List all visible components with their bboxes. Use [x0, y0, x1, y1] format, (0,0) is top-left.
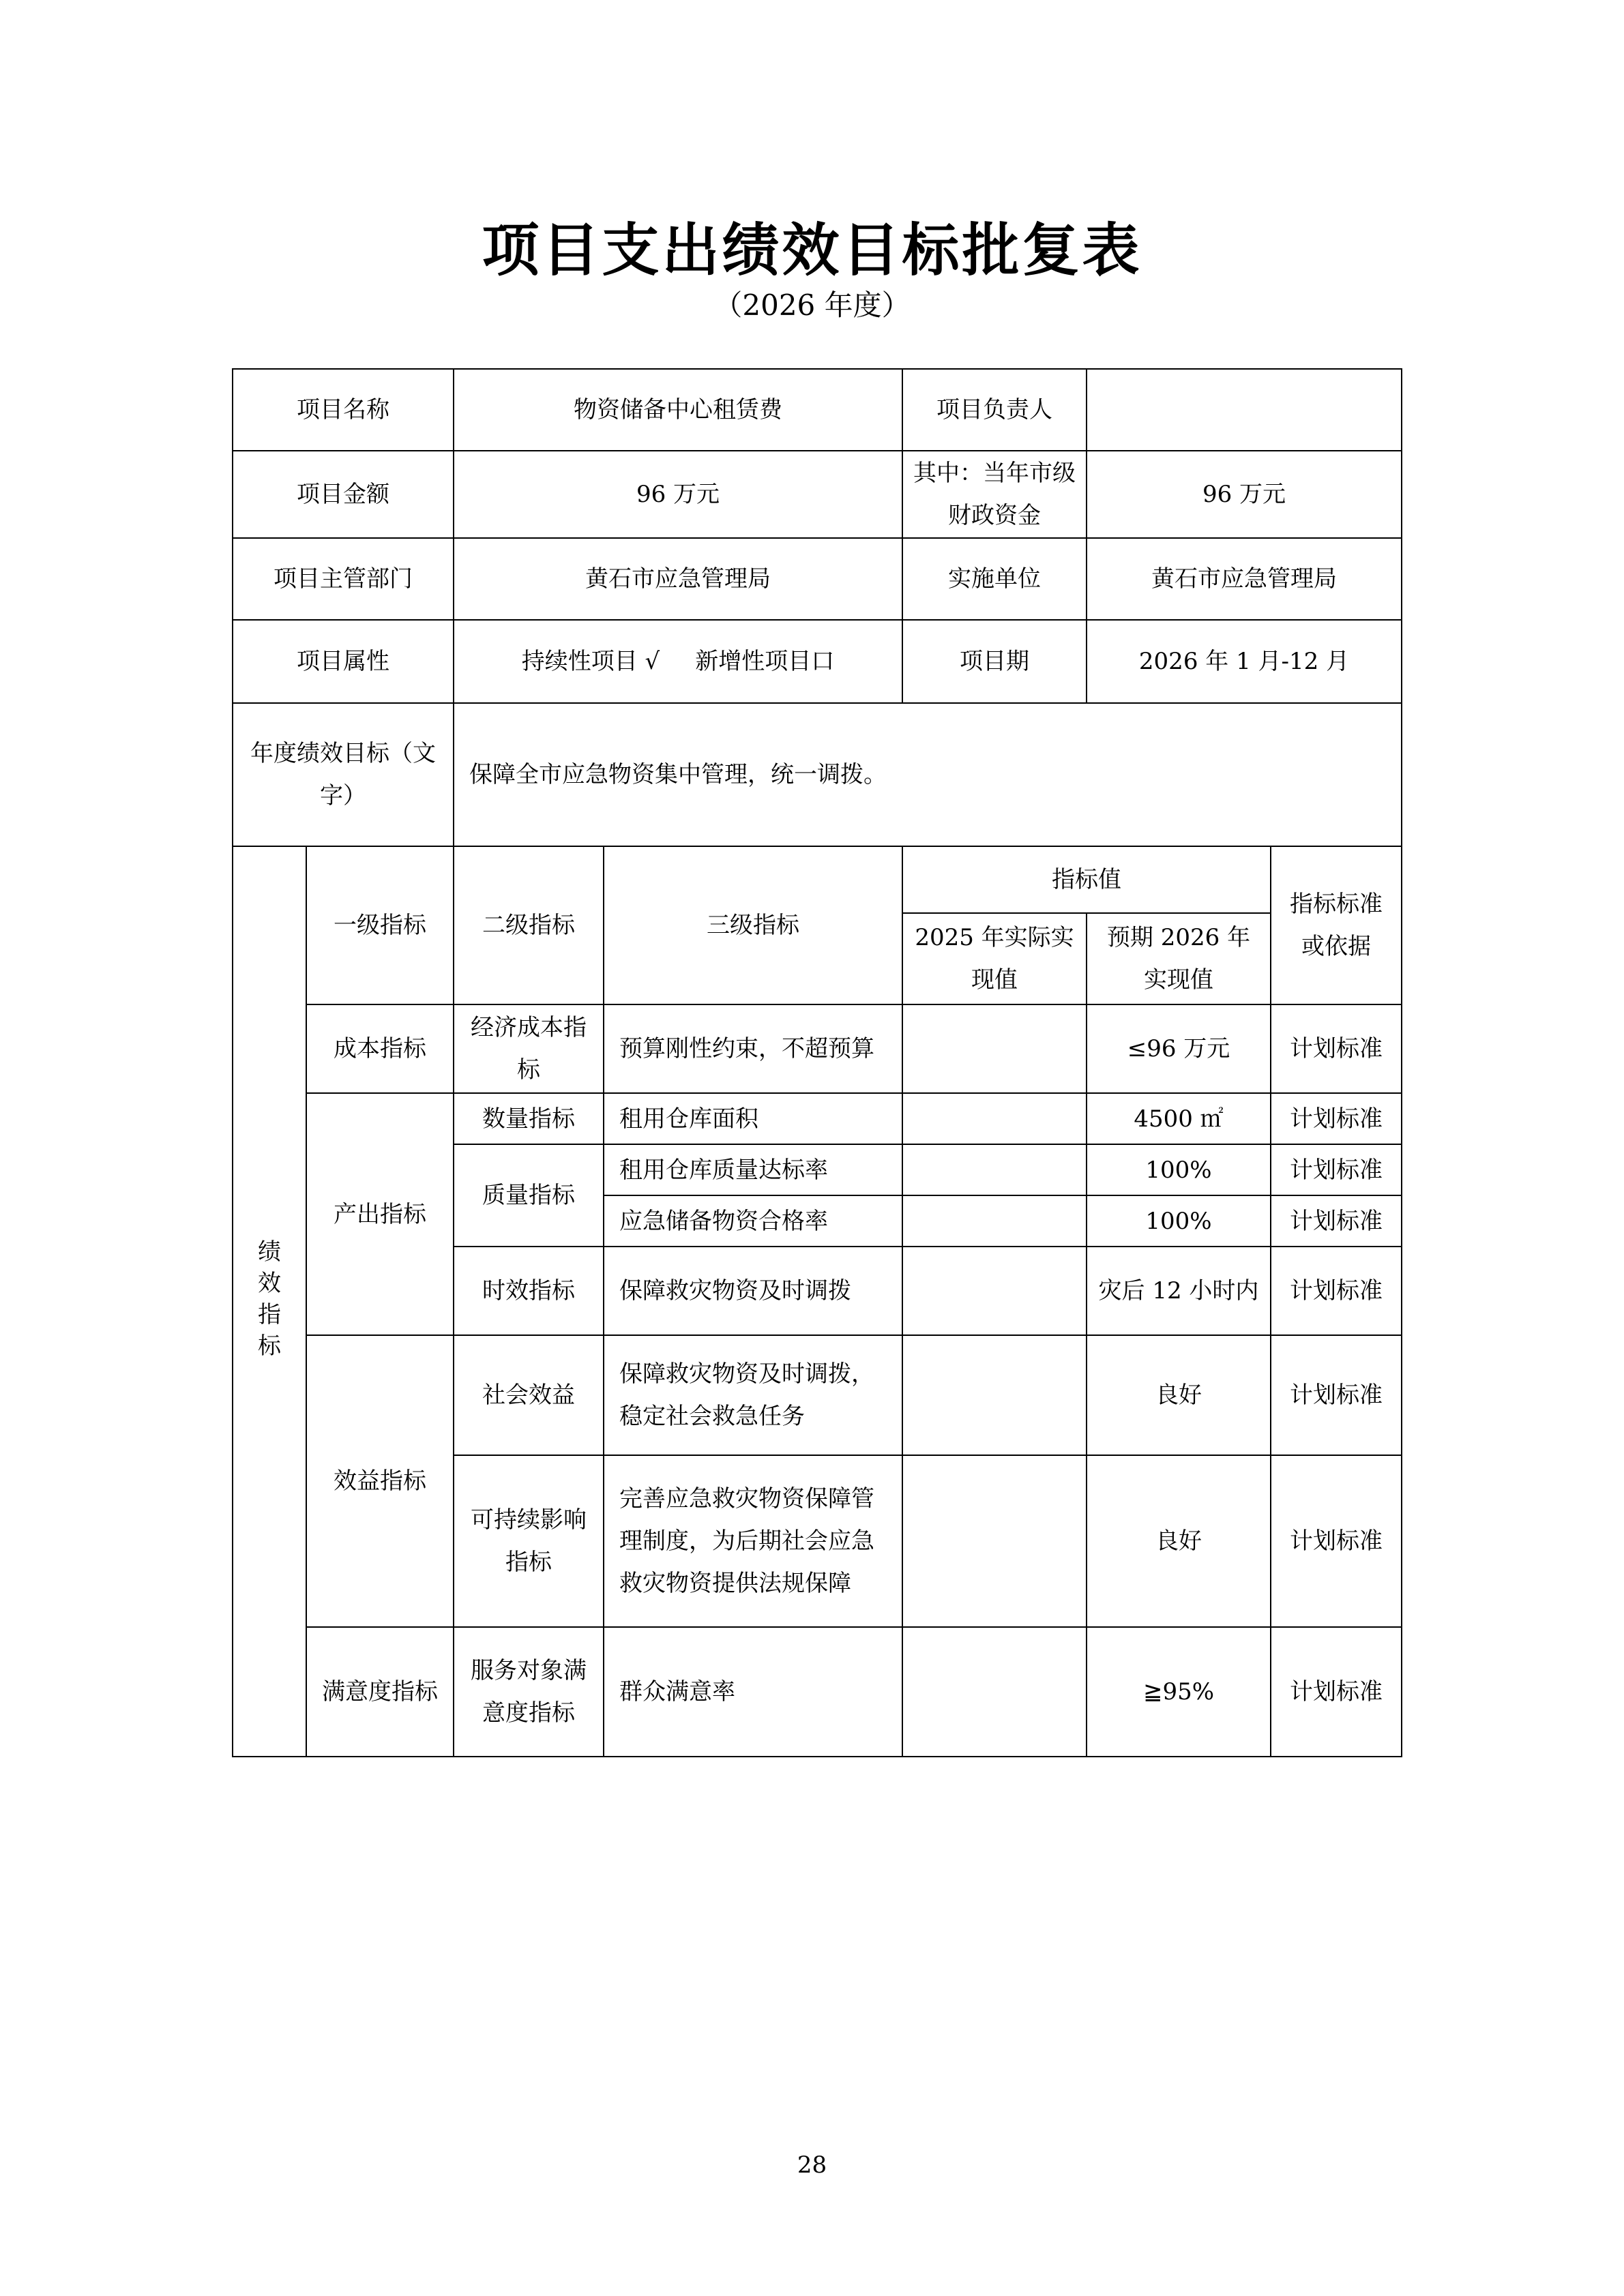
row-standard: 计划标准	[1271, 1627, 1402, 1757]
row-level3: 群众满意率	[604, 1627, 902, 1757]
dept-value: 黄石市应急管理局	[454, 538, 902, 620]
row-actual	[902, 1093, 1087, 1144]
row-standard: 计划标准	[1271, 1195, 1402, 1247]
table-row	[233, 1093, 1402, 1144]
group-cost: 成本指标	[306, 1004, 454, 1093]
row-level3: 完善应急救灾物资保障管理制度，为后期社会应急救灾物资提供法规保障	[604, 1455, 902, 1627]
row-level3: 租用仓库面积	[604, 1093, 902, 1144]
name-label: 项目名称	[233, 369, 454, 451]
row-actual	[902, 1195, 1087, 1247]
group-satisfaction: 满意度指标	[306, 1627, 454, 1757]
indicator-section-text: 绩效指标	[258, 1238, 281, 1360]
row-standard: 计划标准	[1271, 1335, 1402, 1455]
row-actual	[902, 1247, 1087, 1335]
attr-option-continuing: 持续性项目 √	[521, 648, 660, 675]
page-number: 28	[797, 2151, 827, 2179]
row-department	[233, 538, 1402, 620]
row-standard: 计划标准	[1271, 1004, 1402, 1093]
header-expected-2026: 预期 2026 年实现值	[1087, 913, 1271, 1004]
page-title: 项目支出绩效目标批复表	[482, 217, 1142, 284]
row-actual	[902, 1144, 1087, 1195]
row-expected: 100%	[1087, 1144, 1271, 1195]
amount-label: 项目金额	[233, 451, 454, 538]
owner-label: 项目负责人	[902, 369, 1087, 451]
row-level3: 租用仓库质量达标率	[604, 1144, 902, 1195]
goal-value: 保障全市应急物资集中管理，统一调拨。	[454, 703, 1402, 846]
impl-label: 实施单位	[902, 538, 1087, 620]
row-attribute	[233, 620, 1402, 703]
row-expected: 100%	[1087, 1195, 1271, 1247]
name-value: 物资储备中心租赁费	[454, 369, 902, 451]
row-standard: 计划标准	[1271, 1455, 1402, 1627]
attr-label: 项目属性	[233, 620, 454, 703]
row-project-name	[233, 369, 1402, 451]
row-standard: 计划标准	[1271, 1247, 1402, 1335]
header-level1: 一级指标	[306, 846, 454, 1004]
indicator-section-label	[233, 846, 306, 1757]
row-level3: 预算刚性约束，不超预算	[604, 1004, 902, 1093]
row-project-amount	[233, 451, 1402, 538]
amount-value: 96 万元	[454, 451, 902, 538]
city-fund-label: 其中：当年市级财政资金	[902, 451, 1087, 538]
header-level2: 二级指标	[454, 846, 604, 1004]
row-level2: 服务对象满意度指标	[454, 1627, 604, 1757]
city-fund-value: 96 万元	[1087, 451, 1402, 538]
row-actual	[902, 1004, 1087, 1093]
row-standard: 计划标准	[1271, 1093, 1402, 1144]
row-actual	[902, 1455, 1087, 1627]
owner-value	[1087, 369, 1402, 451]
row-expected: 4500 ㎡	[1087, 1093, 1271, 1144]
performance-table	[232, 368, 1402, 1757]
row-actual	[902, 1627, 1087, 1757]
row-level2: 时效指标	[454, 1247, 604, 1335]
row-level2: 社会效益	[454, 1335, 604, 1455]
row-expected: 良好	[1087, 1455, 1271, 1627]
indicator-header-row	[233, 846, 1402, 913]
row-expected: 灾后 12 小时内	[1087, 1247, 1271, 1335]
row-expected: ≤96 万元	[1087, 1004, 1271, 1093]
row-standard: 计划标准	[1271, 1144, 1402, 1195]
period-value: 2026 年 1 月-12 月	[1087, 620, 1402, 703]
period-label: 项目期	[902, 620, 1087, 703]
goal-label: 年度绩效目标（文字）	[233, 703, 454, 846]
header-level3: 三级指标	[604, 846, 902, 1004]
header-value: 指标值	[902, 846, 1271, 913]
impl-value: 黄石市应急管理局	[1087, 538, 1402, 620]
row-level2: 数量指标	[454, 1093, 604, 1144]
table-row	[233, 1004, 1402, 1093]
header-actual-2025: 2025 年实际实现值	[902, 913, 1087, 1004]
attr-option-new: 新增性项目口	[695, 648, 835, 675]
dept-label: 项目主管部门	[233, 538, 454, 620]
row-expected: ≧95%	[1087, 1627, 1271, 1757]
row-level2: 经济成本指标	[454, 1004, 604, 1093]
table-row	[233, 1627, 1402, 1757]
table-row	[233, 1335, 1402, 1455]
group-benefit: 效益指标	[306, 1335, 454, 1627]
attr-value	[454, 620, 902, 703]
row-expected: 良好	[1087, 1335, 1271, 1455]
row-actual	[902, 1335, 1087, 1455]
page-subtitle: （2026 年度）	[713, 288, 911, 322]
row-level3: 保障救灾物资及时调拨，稳定社会救急任务	[604, 1335, 902, 1455]
row-level2: 可持续影响指标	[454, 1455, 604, 1627]
header-standard: 指标标准或依据	[1271, 846, 1402, 1004]
row-level2: 质量指标	[454, 1144, 604, 1247]
row-level3: 应急储备物资合格率	[604, 1195, 902, 1247]
row-level3: 保障救灾物资及时调拨	[604, 1247, 902, 1335]
row-annual-goal	[233, 703, 1402, 846]
group-output: 产出指标	[306, 1093, 454, 1335]
